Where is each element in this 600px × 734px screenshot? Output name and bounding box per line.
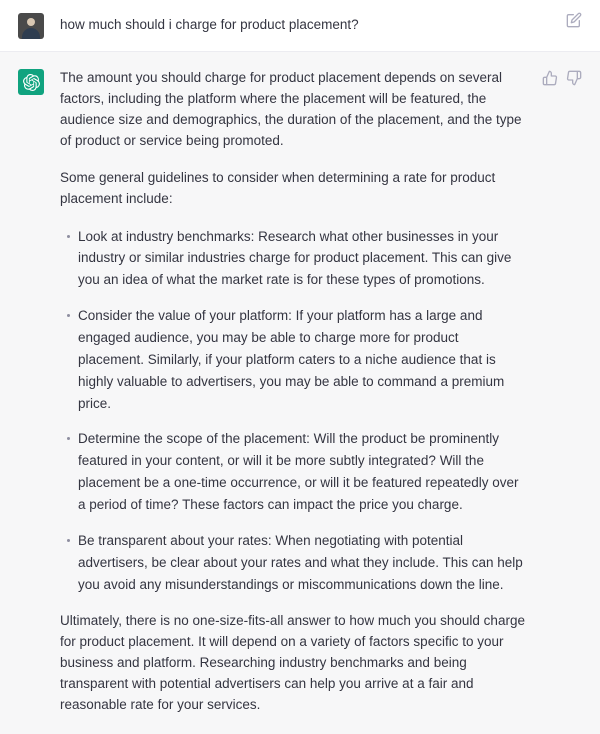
user-message-paragraph: how much should i charge for product placement?: [60, 17, 359, 32]
user-message-actions: [566, 12, 582, 28]
list-item: Consider the value of your platform: If your platform has a large and engaged audience, you may be able to charge more for product placement. Similarly, if your platform caters to a niche audience that is highly valuable to advertisers, you may be able to command a premium price.: [78, 305, 528, 414]
openai-logo-icon: [23, 74, 40, 91]
list-item: Determine the scope of the placement: Will the product be prominently featured in your content, or will it be more subtly integrated? Will the placement be a one-time occurrence, or will it be featured repeatedly over a period of time? These factors can impact the price you charge.: [78, 428, 528, 515]
assistant-paragraph-2: Some general guidelines to consider when determining a rate for product placement include:: [60, 169, 496, 206]
assistant-message-turn: [0, 52, 600, 734]
thumbs-up-icon[interactable]: [542, 70, 558, 86]
assistant-paragraph-3: Ultimately, there is no one-size-fits-all answer to how much you should charge for product placement. It will depend on a variety of factors specific to your business and platform. Researching industry benchmarks and being transparent with potential advertisers can help you arrive at a fair and reasonable rate for your services.: [60, 613, 525, 713]
assistant-avatar: [18, 69, 44, 95]
user-avatar: [18, 13, 44, 39]
list-item: Look at industry benchmarks: Research what other businesses in your industry or similar industries charge for product placement. This can give you an idea of what the market rate is for these types of promotions.: [78, 226, 528, 292]
assistant-bullet-list: [60, 226, 528, 596]
list-item: Be transparent about your rates: When negotiating with potential advertisers, be clear about your rates and what they include. This can help you avoid any misunderstandings or miscommunications down the line.: [78, 530, 528, 596]
thumbs-down-icon[interactable]: [566, 70, 582, 86]
assistant-paragraph-1: The amount you should charge for product placement depends on several factors, including the platform where the placement will be featured, the audience size and demographics, the duration of the placement, and the type of product or service being promoted.: [60, 70, 522, 148]
avatar-head: [27, 18, 35, 26]
user-message-text: [60, 12, 528, 35]
edit-icon[interactable]: [566, 12, 582, 28]
avatar-body: [22, 28, 40, 39]
user-message-turn: [0, 0, 600, 52]
assistant-message-actions: [542, 70, 582, 86]
assistant-message-text: [60, 68, 528, 716]
